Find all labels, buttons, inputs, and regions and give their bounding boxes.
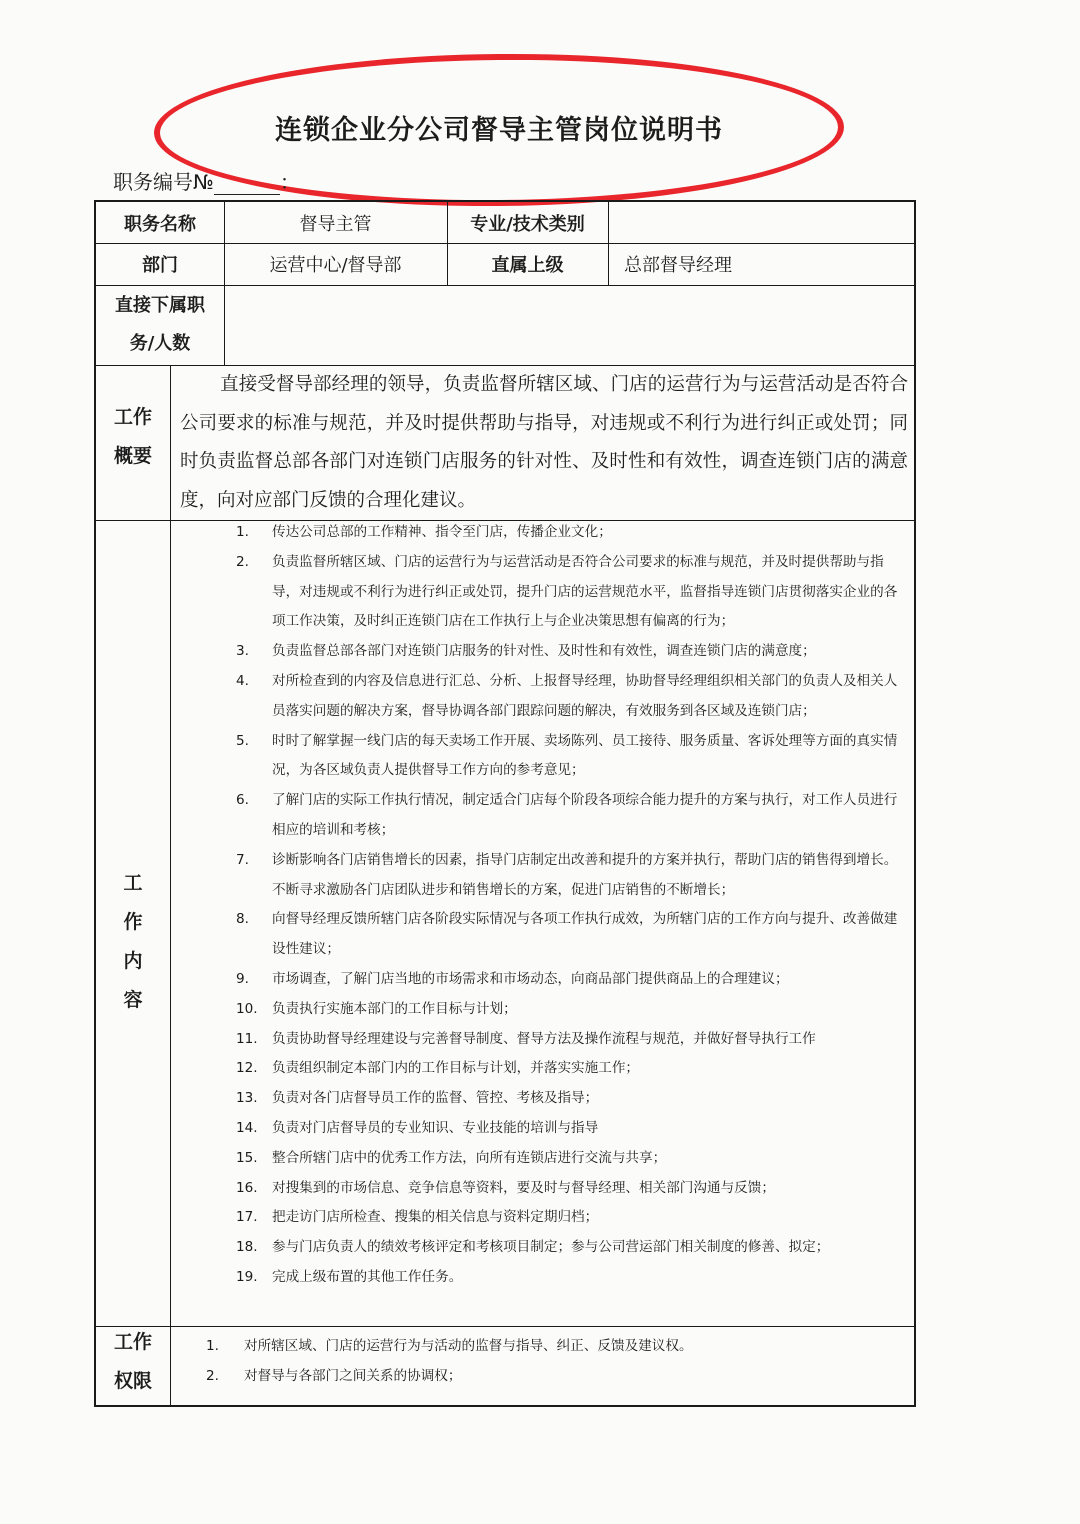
duty-text: 把走访门店所检查、搜集的相关信息与资料定期归档； [272,1209,599,1226]
duty-text: 向督导经理反馈所辖门店各阶段实际情况与各项工作执行成效，为所辖门店的工作方向与提升、改善做建设性建议； [272,911,898,958]
duty-item [236,1203,908,1233]
duty-text: 市场调查，了解门店当地的市场需求和市场动态，向商品部门提供商品上的合理建议； [272,970,789,987]
duty-number: 13. [236,1090,258,1107]
duty-text: 负责协助督导经理建设与完善督导制度、督导方法及操作流程与规范，并做好督导执行工作 [272,1030,816,1047]
duty-text: 对所检查到的内容及信息进行汇总、分析、上报督导经理，协助督导经理组织相关部门的负责人及相关人员落实问题的解决方案，督导协调各部门跟踪问题的解决，有效服务到各区域及连锁门店； [272,672,898,719]
duty-item [236,1054,908,1084]
duty-number: 16. [236,1179,258,1196]
duty-text: 了解门店的实际工作执行情况，制定适合门店每个阶段各项综合能力提升的方案与执行，对工作人员进行相应的培训和考核； [272,792,898,838]
duty-text: 负责监督总部各部门对连锁门店服务的针对性、及时性和有效性，调查连锁门店的满意度； [272,643,816,660]
authority-label-line1: 工作 [113,1331,152,1353]
authority-label-line2: 权限 [113,1370,152,1392]
duty-text: 负责执行实施本部门的工作目标与计划； [272,1000,517,1017]
duty-text: 参与门店负责人的绩效考核评定和考核项目制定；参与公司营运部门相关制度的修善、拟定； [272,1239,830,1256]
duties-list [236,518,908,1293]
duty-number: 18. [236,1239,258,1256]
duty-item [236,1084,908,1114]
duty-item [236,1174,908,1204]
duty-text: 完成上级布置的其他工作任务。 [272,1268,463,1285]
duty-number: 2. [236,553,249,570]
authority-item [206,1331,906,1361]
duty-item [236,1025,908,1055]
duties-label-char-1: 工 [123,872,143,894]
summary-text: 直接受督导部经理的领导，负责监督所辖区域、门店的运营行为与运营活动是否符合公司要求的标准与规范，并及时提供帮助与指导，对违规或不利行为进行纠正或处罚；同时负责监督总部各部门对连锁门店服务的针对性、及时性和有效性，调查连锁门店的满意度，向对应部门反馈的合理化建议。 [180,374,908,511]
duty-number: 5. [236,732,249,749]
specialty-value [608,202,914,243]
duty-text: 传达公司总部的工作精神、指令至门店，传播企业文化； [272,524,612,540]
doc-number-suffix: ： [279,170,300,194]
document-title: 连锁企业分公司督导主管岗位说明书 [275,115,723,146]
duty-text: 负责对各门店督导员工作的监督、管控、考核及指导； [272,1090,599,1107]
duty-number: 8. [236,911,249,928]
duty-item [236,727,908,787]
position-name-label: 职务名称 [124,213,196,235]
duty-number: 3. [236,643,249,660]
duty-number: 14. [236,1119,258,1136]
superior-label: 直属上级 [491,255,564,276]
duties-label-char-2: 作 [123,911,143,933]
duty-item [236,1114,908,1144]
duty-item [236,637,908,667]
duty-number: 6. [236,792,249,809]
authority-label [96,1323,170,1401]
position-name-value: 督导主管 [299,213,372,235]
duty-text: 负责对门店督导员的专业知识、专业技能的培训与指导 [272,1119,599,1136]
duty-number: 7. [236,851,249,868]
duty-number: 17. [236,1209,258,1226]
superior-value: 总部督导经理 [624,255,732,276]
duty-item [236,1144,908,1174]
duty-number: 11. [236,1030,258,1047]
duty-text: 诊断影响各门店销售增长的因素，指导门店制定出改善和提升的方案并执行，帮助门店的销售得到增长。不断寻求激励各门店团队进步和销售增长的方案，促进门店销售的不断增长； [272,851,898,898]
duty-number: 10. [236,1000,258,1017]
duty-text: 负责监督所辖区域、门店的运营行为与运营活动是否符合公司要求的标准与规范，并及时提供帮助与指导，对违规或不利行为进行纠正或处罚，提升门店的运营规范水平，监督指导连锁门店贯彻落实企业的各项工作决策，及时纠正连锁门店在工作执行上与企业决策思想有偏离的行为； [272,553,898,630]
duty-text: 整合所辖门店中的优秀工作方法，向所有连锁店进行交流与共享； [272,1149,667,1166]
doc-number-line [113,166,300,195]
duty-item [236,1233,908,1263]
duty-text: 负责组织制定本部门内的工作目标与计划，并落实实施工作； [272,1060,640,1077]
duty-item [236,667,908,727]
duty-number: 19. [236,1268,258,1285]
authority-item [206,1361,906,1391]
duties-label-char-3: 内 [123,950,143,972]
duties-label [96,864,170,1020]
authority-list [206,1331,906,1391]
duty-item [236,548,908,637]
duty-item [236,1263,908,1293]
duty-item [236,995,908,1025]
summary-text-block [180,366,908,520]
duty-number: 12. [236,1060,258,1077]
duty-number: 1. [236,524,249,540]
doc-number-label: 职务编号№ [113,170,214,194]
duty-number: 9. [236,970,249,987]
department-label: 部门 [142,255,178,276]
authority-number: 2. [206,1368,219,1384]
summary-label-line2: 概要 [113,445,152,467]
subordinates-value [224,285,914,365]
duty-number: 15. [236,1149,258,1166]
authority-number: 1. [206,1338,219,1354]
department-value: 运营中心/督导部 [269,255,402,276]
duty-number: 4. [236,672,249,689]
subordinates-label-line1: 直接下属职 [115,295,205,316]
summary-label [96,398,170,476]
subordinates-label [96,285,224,365]
duty-text: 对搜集到的市场信息、竞争信息等资料，要及时与督导经理、相关部门沟通与反馈； [272,1179,775,1196]
duty-item [236,786,908,846]
duty-item [236,965,908,995]
duties-label-char-4: 容 [123,989,143,1011]
duty-item [236,905,908,965]
duty-text: 时时了解掌握一线门店的每天卖场工作开展、卖场陈列、员工接待、服务质量、客诉处理等方面的真实情况，为各区域负责人提供督导工作方向的参考意见； [272,732,898,779]
duty-item [236,846,908,906]
authority-text: 对所辖区域、门店的运营行为与活动的监督与指导、纠正、反馈及建议权。 [244,1338,693,1354]
doc-number-blank [214,174,280,195]
subordinates-label-line2: 务/人数 [129,333,191,354]
authority-text: 对督导与各部门之间关系的协调权； [244,1368,462,1384]
specialty-label: 专业/技术类别 [470,213,585,235]
duty-item [236,518,908,548]
summary-label-line1: 工作 [113,406,152,428]
